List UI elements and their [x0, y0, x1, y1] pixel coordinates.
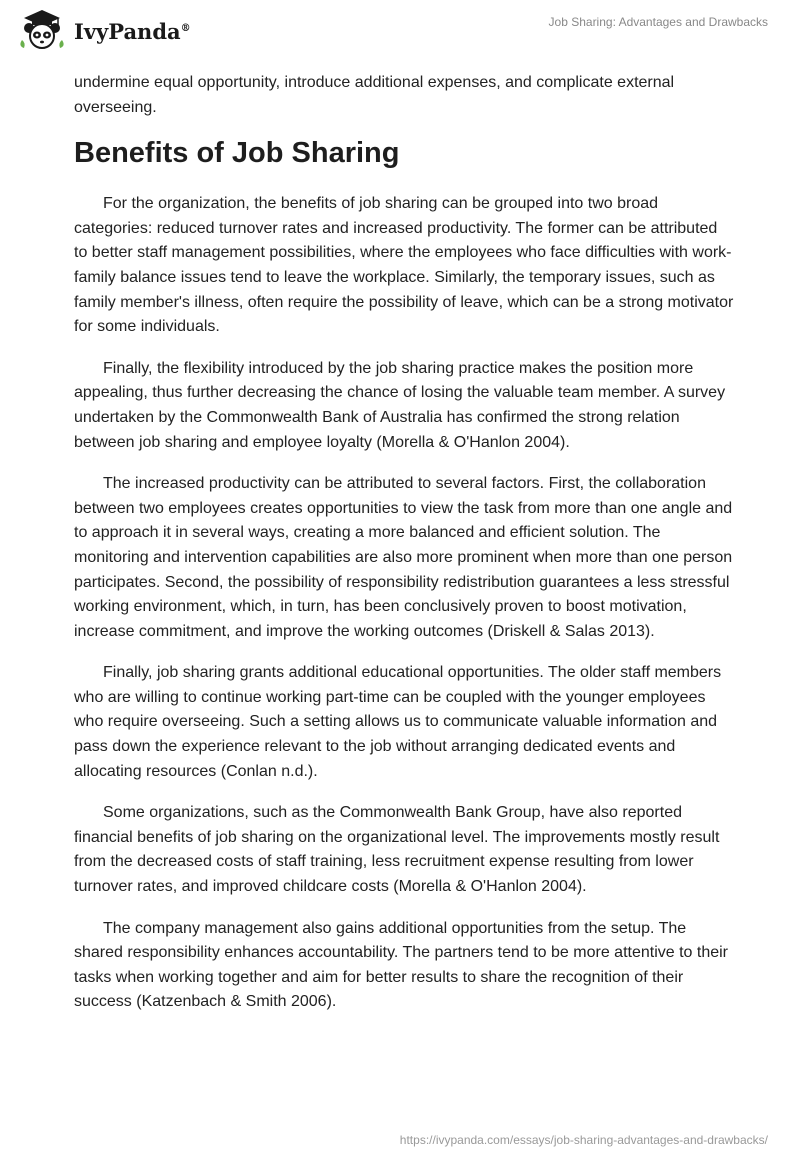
paragraph-2: Finally, the flexibility introduced by the job sharing practice makes the position more appealing, thus further decreasing the chance of losing the valuable team member. A survey undertaken by the Commonwealth Bank of Australia has confirmed the strong relation between job sharing and employee loyalty (Morella & O'Hanlon 2004).	[74, 359, 726, 451]
registered-mark: ®	[180, 22, 191, 34]
ivypanda-logo[interactable]	[16, 6, 191, 52]
paragraph-3: The increased productivity can be attributed to several factors. First, the collaboration between two employees creates opportunities to view the task from more than one angle and to approach it in several ways, creating a more balanced and efficient solution. The monitoring and intervention capabilities are also more prominent when more than one person participates. Second, the possibility of responsibility redistribution guarantees a less stressful working environment, which, in turn, has been conclusively proven to boost motivation, increase commitment, and improve the working outcomes (Driskell & Salas 2013).	[74, 475, 733, 640]
lead-paragraph: undermine equal opportunity, introduce additional expenses, and complicate external overseeing.	[74, 74, 675, 116]
paragraph-5: Some organizations, such as the Commonwealth Bank Group, have also reported financial benefits of job sharing on the organizational level. The improvements mostly result from the decreased costs of staff training, less recruitment expense resulting from lower turnover rates, and improved childcare costs (Morella & O'Hanlon 2004).	[74, 804, 720, 896]
paragraph-1: For the organization, the benefits of job sharing can be grouped into two broad categories: reduced turnover rates and increased productivity. The former can be attributed to better staff management possibilities, where the employees who face difficulties with work-family balance issues tend to leave the workplace. Similarly, the temporary issues, such as family member's illness, often require the possibility of leave, which can be a strong motivator for some individuals.	[74, 195, 734, 336]
source-url[interactable]: https://ivypanda.com/essays/job-sharing-advantages-and-drawbacks/	[399, 1133, 768, 1147]
section-heading: Benefits of Job Sharing	[74, 137, 400, 170]
panda-graduate-icon	[16, 6, 68, 52]
essay-content	[74, 71, 734, 1032]
paragraph-4: Finally, job sharing grants additional educational opportunities. The older staff members who are willing to continue working part-time can be coupled with the younger employees who require overseeing. Such a setting allows us to communicate valuable information and pass down the experience relevant to the job without arranging dedicated events and allocating resources (Conlan n.d.).	[74, 664, 722, 780]
page-header	[0, 0, 800, 70]
brand-name: IvyPanda®	[74, 18, 191, 44]
document-title: Job Sharing: Advantages and Drawbacks	[548, 15, 768, 29]
paragraph-6: The company management also gains additional opportunities from the setup. The shared responsibility enhances accountability. The partners tend to be more attentive to their tasks when working together and aim for better results to share the recognition of their success (Katzenbach & Smith 2006).	[74, 919, 729, 1011]
